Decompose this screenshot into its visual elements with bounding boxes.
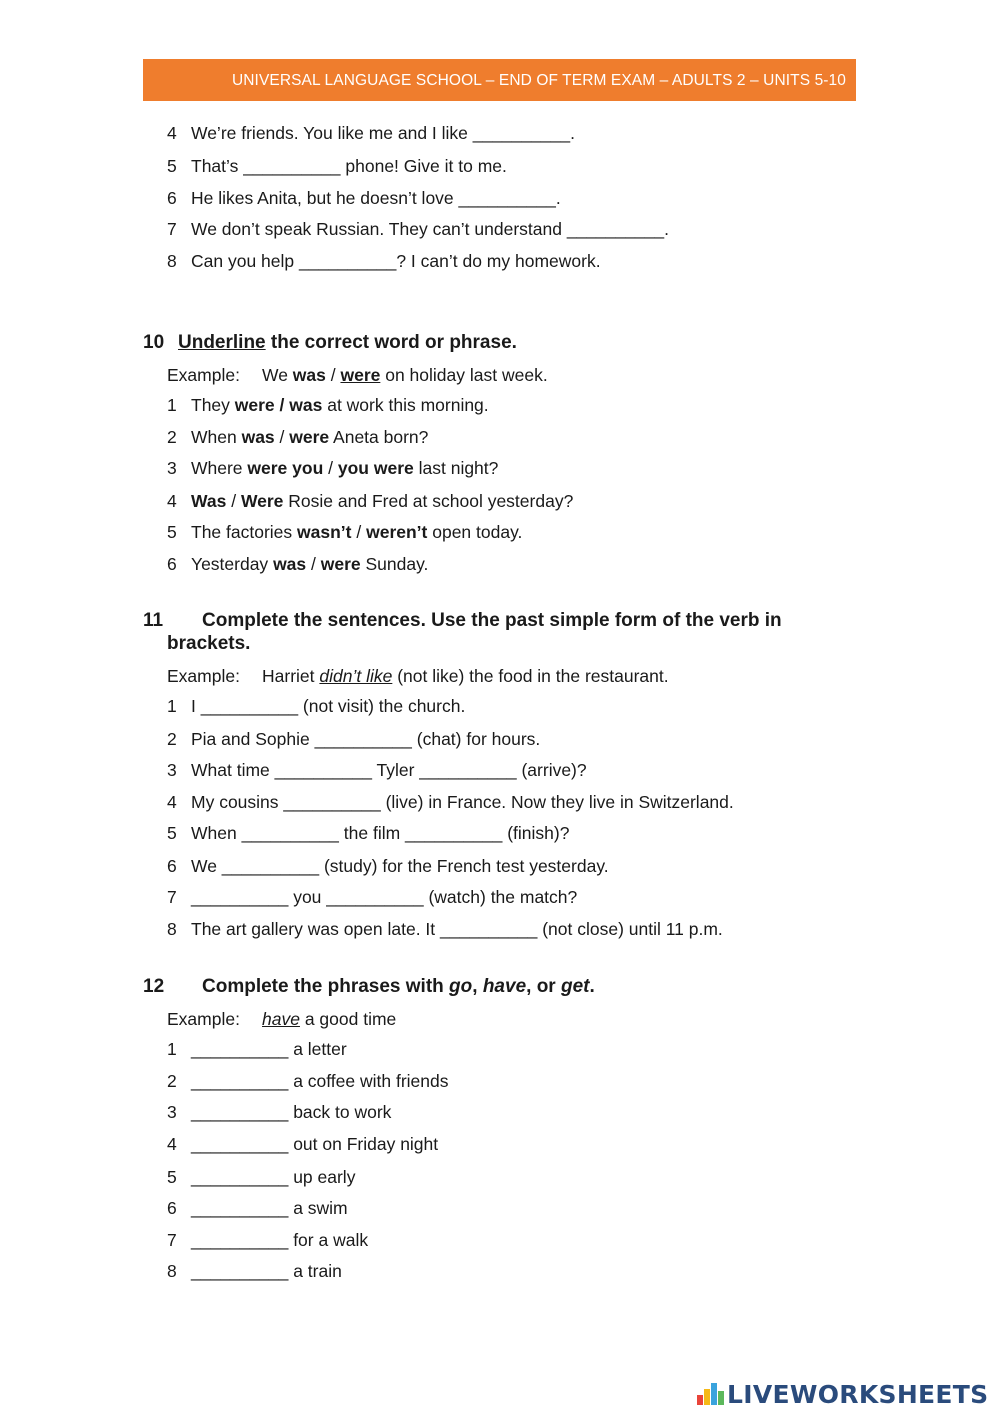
exercise-11-example: Example: Harriet didn’t like (not like) the food in the restaurant. (167, 666, 669, 686)
liveworksheets-logo-icon (697, 1383, 724, 1405)
exercise-12-item-4: 4 __________ out on Friday night (167, 1134, 439, 1154)
exercise-10-item-5: 5 The factories wasn’t / weren’t open today. (167, 522, 523, 542)
exercise-10-item-1: 1 They were / was at work this morning. (167, 395, 489, 415)
logo-text: LIVEWORKSHEETS (727, 1379, 989, 1409)
exercise-11-heading-continued: brackets. (167, 633, 251, 654)
exercise-9-item-6: 6 He likes Anita, but he doesn’t love __________. (167, 188, 561, 208)
answer-blank[interactable]: __________ (299, 251, 397, 271)
phrase-with-blank[interactable]: __________ a train (191, 1261, 342, 1281)
exercise-11-item-2: 2 Pia and Sophie __________ (chat) for hours. (167, 729, 541, 749)
phrase-with-blank[interactable]: __________ back to work (191, 1102, 392, 1122)
sentence-with-blanks[interactable]: When __________ the film __________ (finish)? (191, 823, 570, 843)
exercise-9-item-5: 5 That’s __________ phone! Give it to me. (167, 156, 507, 176)
logo-icon-bar-2 (704, 1389, 710, 1405)
exercise-10-heading: 10 Underline the correct word or phrase. (143, 332, 517, 353)
word-option[interactable]: was (241, 427, 275, 447)
sentence-with-blanks[interactable]: The art gallery was open late. It __________ (not close) until 11 p.m. (191, 919, 723, 939)
exercise-10-item-3: 3 Where were you / you were last night? (167, 458, 499, 478)
word-option[interactable]: were / was (234, 395, 323, 415)
sentence-with-blanks[interactable]: Pia and Sophie __________ (chat) for hours. (191, 729, 541, 749)
exercise-9-item-4: 4 We’re friends. You like me and I like __________. (167, 123, 575, 143)
word-option[interactable]: were you (247, 458, 324, 478)
phrase-with-blank[interactable]: __________ a coffee with friends (191, 1071, 449, 1091)
phrase-with-blank[interactable]: __________ for a walk (191, 1230, 369, 1250)
exercise-12-item-7: 7 __________ for a walk (167, 1230, 369, 1250)
phrase-with-blank[interactable]: __________ up early (191, 1167, 356, 1187)
exercise-12-item-2: 2 __________ a coffee with friends (167, 1071, 449, 1091)
answer-blank[interactable]: __________ (458, 188, 556, 208)
answer-blank[interactable]: __________ (472, 123, 571, 143)
sentence-with-blanks[interactable]: I __________ (not visit) the church. (191, 696, 466, 716)
word-option[interactable]: were (320, 554, 361, 574)
answer-blank[interactable]: __________ (566, 219, 665, 239)
logo-icon-bar-3 (711, 1383, 717, 1405)
exam-header-banner: UNIVERSAL LANGUAGE SCHOOL – END OF TERM EXAM – ADULTS 2 – UNITS 5-10 (143, 59, 856, 101)
exercise-10-example: Example: We was / were on holiday last week. (167, 365, 548, 385)
exercise-12-item-5: 5 __________ up early (167, 1167, 356, 1187)
exercise-9-item-8: 8 Can you help __________? I can’t do my homework. (167, 251, 601, 271)
exercise-12-item-3: 3 __________ back to work (167, 1102, 392, 1122)
word-option[interactable]: Were (240, 491, 284, 511)
exercise-11-item-7: 7 __________ you __________ (watch) the match? (167, 887, 578, 907)
exercise-12-item-6: 6 __________ a swim (167, 1198, 348, 1218)
sentence-with-blanks[interactable]: What time __________ Tyler __________ (arrive)? (191, 760, 587, 780)
phrase-with-blank[interactable]: __________ out on Friday night (191, 1134, 439, 1154)
sentence-with-blanks[interactable]: My cousins __________ (live) in France. Now they live in Switzerland. (191, 792, 734, 812)
exercise-9-item-7: 7 We don’t speak Russian. They can’t understand __________. (167, 219, 670, 239)
exercise-12-item-1: 1 __________ a letter (167, 1039, 347, 1059)
exercise-11-item-8: 8 The art gallery was open late. It __________ (not close) until 11 p.m. (167, 919, 723, 939)
word-option[interactable]: weren’t (366, 522, 428, 542)
phrase-with-blank[interactable]: __________ a letter (191, 1039, 347, 1059)
sentence-with-blanks[interactable]: We __________ (study) for the French test yesterday. (191, 856, 609, 876)
logo-icon-bar-4 (718, 1391, 724, 1405)
exercise-10-item-4: 4 Was / Were Rosie and Fred at school yesterday? (167, 491, 574, 511)
exercise-12-example: Example: have a good time (167, 1009, 397, 1029)
exercise-12-item-8: 8 __________ a train (167, 1261, 342, 1281)
exercise-11-item-4: 4 My cousins __________ (live) in France. Now they live in Switzerland. (167, 792, 734, 812)
word-option[interactable]: Was (191, 491, 227, 511)
word-option[interactable]: was (273, 554, 307, 574)
word-option[interactable]: were (289, 427, 330, 447)
phrase-with-blank[interactable]: __________ a swim (191, 1198, 348, 1218)
word-option[interactable]: wasn’t (297, 522, 352, 542)
sentence-with-blanks[interactable]: __________ you __________ (watch) the match? (191, 887, 578, 907)
exercise-11-item-6: 6 We __________ (study) for the French test yesterday. (167, 856, 609, 876)
answer-blank[interactable]: __________ (243, 156, 341, 176)
exercise-11-item-3: 3 What time __________ Tyler __________ (arrive)? (167, 760, 587, 780)
liveworksheets-logo (697, 1378, 988, 1410)
exercise-12-heading: 12 Complete the phrases with go, have, or get. (143, 976, 595, 997)
logo-icon-bar-1 (697, 1395, 703, 1405)
exercise-11-item-5: 5 When __________ the film __________ (finish)? (167, 823, 570, 843)
exercise-11-heading: 11 Complete the sentences. Use the past simple form of the verb in (143, 610, 782, 631)
exercise-10-item-2: 2 When was / were Aneta born? (167, 427, 429, 447)
exercise-11-item-1: 1 I __________ (not visit) the church. (167, 696, 466, 716)
word-option[interactable]: you were (337, 458, 414, 478)
exercise-10-item-6: 6 Yesterday was / were Sunday. (167, 554, 429, 574)
